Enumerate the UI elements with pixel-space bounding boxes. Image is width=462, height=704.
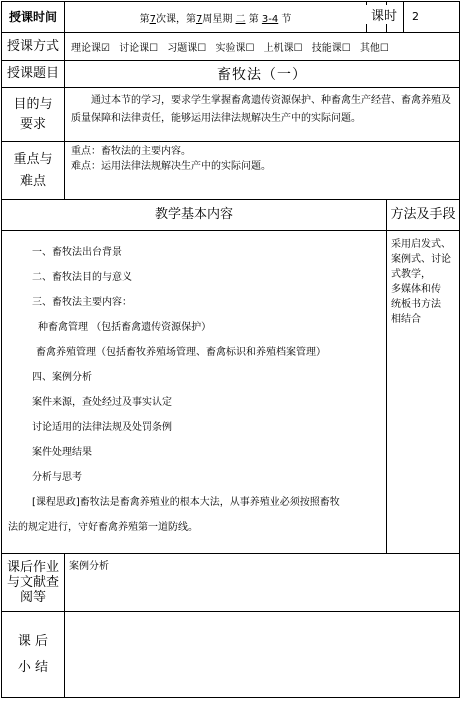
method-row	[2, 33, 460, 61]
content-header-row	[2, 200, 460, 231]
content-line: 案件处理结果	[32, 447, 92, 458]
topic-row	[2, 61, 460, 88]
topic-title: 畜牧法（一）	[65, 61, 460, 88]
content-title: 教学基本内容	[2, 200, 387, 231]
option-lecture[interactable]: 理论课☑	[71, 43, 110, 54]
option-skill[interactable]: 技能课☐	[311, 43, 351, 54]
homework-text: 案例分析	[65, 554, 460, 612]
option-discussion[interactable]: 讨论课☐	[119, 43, 159, 54]
goal-text: 通过本节的学习，要求学生掌握畜禽遗传资源保护、种畜禽生产经营、畜禽养殖及质量保障和法律责任，能够运用法律法规解决生产中的实际问题。	[65, 88, 460, 142]
key-label: 重点与 难点	[2, 142, 65, 200]
content-line: [课程思政]畜牧法是畜禽养殖业的根本大法，从事养殖业必须按照畜牧	[32, 497, 340, 508]
option-lab[interactable]: 实验课☐	[215, 43, 255, 54]
method-description: 采用启发式、 案例式、讨论 式教学， 多媒体和传 统板书方法 相结合	[387, 231, 460, 554]
key-text	[65, 142, 460, 200]
content-body	[2, 231, 387, 554]
content-line: 一、畜牧法出台背景	[32, 247, 122, 258]
method-title: 方法及手段	[387, 200, 460, 231]
content-line: 三、畜牧法主要内容：	[32, 297, 132, 308]
summary-content	[65, 612, 460, 698]
homework-label: 课后作业 与文献查 阅等	[2, 554, 65, 612]
content-line: 讨论适用的法律法规及处罚条例	[32, 422, 172, 433]
topic-label: 授课题目	[2, 61, 65, 88]
goal-row	[2, 88, 460, 142]
time-label: 授课时间	[2, 2, 65, 33]
hours-value: 2	[412, 10, 419, 23]
weekday: 二	[235, 13, 246, 25]
method-label: 授课方式	[2, 33, 65, 61]
content-line: 畜禽养殖管理（包括畜牧养殖场管理、畜禽标识和养殖档案管理）	[36, 347, 326, 358]
content-line: 四、案例分析	[32, 372, 92, 383]
content-line: 二、畜牧法目的与意义	[32, 272, 132, 283]
key-row	[2, 142, 460, 200]
goal-label: 目的与 要求	[2, 88, 65, 142]
hours-cell	[370, 2, 460, 33]
summary-label: 课 后 小 结	[2, 612, 65, 698]
session-number: 7	[149, 13, 156, 25]
method-options	[65, 33, 460, 61]
content-row	[2, 231, 460, 554]
content-line: 法的规定进行，守好畜禽养殖第一道防线。	[8, 522, 198, 533]
key-point: 重点：畜牧法的主要内容。	[71, 146, 191, 157]
option-exercise[interactable]: 习题课☐	[167, 43, 207, 54]
hours-label: 课时	[365, 5, 403, 24]
period-range: 3-4	[261, 13, 279, 25]
lesson-plan-table	[1, 1, 460, 698]
session-info: 第7次课，第7周星期 二 第 3-4 节	[65, 2, 367, 33]
content-line: 案件来源，查处经过及事实认定	[32, 397, 172, 408]
option-computer[interactable]: 上机课☐	[263, 43, 303, 54]
difficulty-point: 难点：运用法律法规解决生产中的实际问题。	[71, 161, 271, 172]
content-line: 种畜禽管理 （包括畜禽遗传资源保护）	[38, 322, 212, 333]
summary-row	[2, 612, 460, 698]
week-number: 7	[195, 13, 203, 25]
homework-row	[2, 554, 460, 612]
time-row	[2, 2, 460, 33]
option-other[interactable]: 其他☐	[359, 43, 389, 54]
content-line: 分析与思考	[32, 472, 82, 483]
